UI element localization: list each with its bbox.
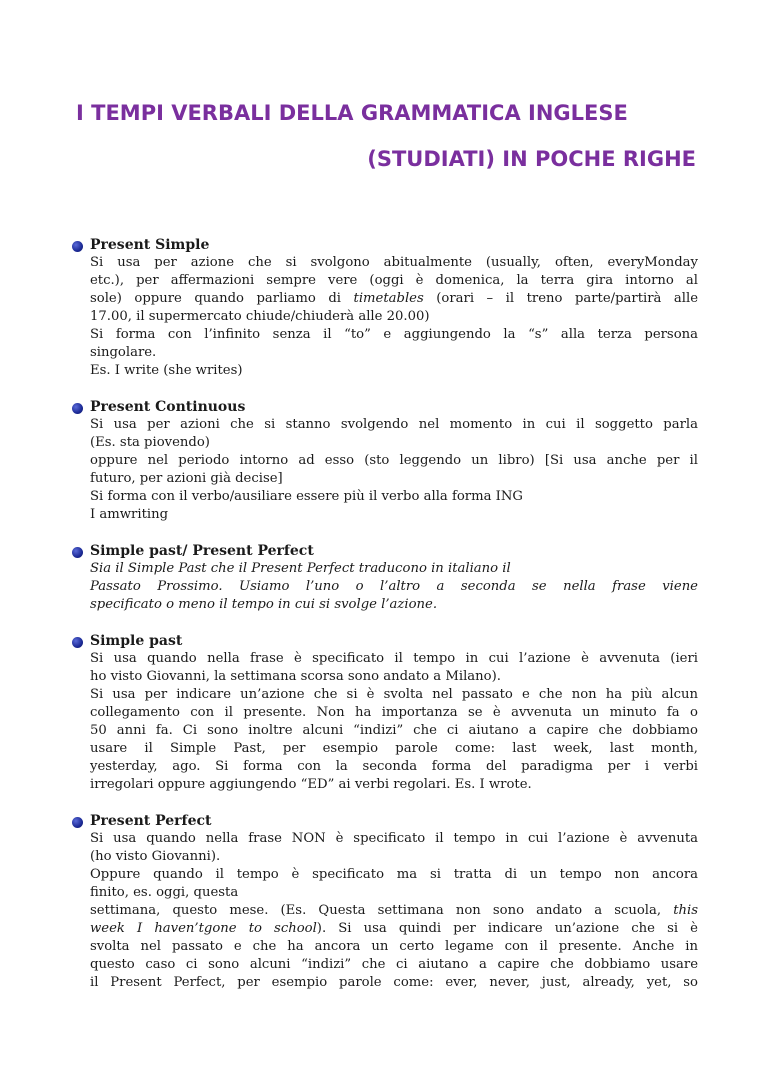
section-body xyxy=(90,254,698,380)
text-run: sole) oppure quando parliamo di xyxy=(90,291,354,306)
section-heading: Simple past xyxy=(90,633,183,649)
text-run: settimana, questo mese. (Es. Questa settimana non sono andato a scuola, xyxy=(90,903,674,918)
text-run: ho visto Giovanni, la settimana scorsa sono andato a Milano). xyxy=(90,669,501,684)
text-line xyxy=(90,326,698,344)
text-run: Si forma con il verbo/ausiliare essere più il verbo alla forma ING xyxy=(90,489,523,504)
italic-text: Passato Prossimo. Usiamo l’uno o l’altro a seconda se nella frase viene xyxy=(90,579,698,594)
text-line xyxy=(90,866,698,884)
text-run: Si usa quando nella frase è specificato il tempo in cui l’azione è avvenuta (ieri xyxy=(90,651,698,666)
text-line xyxy=(90,254,698,272)
text-run: Oppure quando il tempo è specificato ma si tratta di un tempo non ancora xyxy=(90,867,698,882)
text-run: Si forma con l’infinito senza il “to” e aggiungendo la “s” alla terza persona xyxy=(90,327,698,342)
text-line xyxy=(90,938,698,956)
text-line xyxy=(90,308,698,326)
text-line xyxy=(90,362,698,380)
section xyxy=(72,236,698,380)
text-line xyxy=(90,740,698,758)
section-body xyxy=(90,416,698,524)
text-line xyxy=(90,272,698,290)
document-title xyxy=(76,90,696,182)
text-line xyxy=(90,470,698,488)
text-run: usare il Simple Past, per esempio parole come: last week, last month, xyxy=(90,741,698,756)
section-body xyxy=(90,830,698,992)
section-heading: Present Perfect xyxy=(90,813,212,829)
section xyxy=(72,632,698,794)
text-run: I amwriting xyxy=(90,507,169,522)
text-run: Si usa per azioni che si stanno svolgendo nel momento in cui il soggetto parla xyxy=(90,417,698,432)
text-line xyxy=(90,830,698,848)
bullet-icon xyxy=(72,241,83,252)
text-run: yesterday, ago. Si forma con la seconda forma del paradigma per i verbi xyxy=(90,759,698,774)
text-run: questo caso ci sono alcuni “indizi” che ci aiutano a capire che dobbiamo usare xyxy=(90,957,698,972)
text-line xyxy=(90,884,698,902)
section-heading: Present Simple xyxy=(90,237,210,253)
text-line xyxy=(90,668,698,686)
text-run: 17.00, il supermercato chiude/chiuderà alle 20.00) xyxy=(90,309,430,324)
text-run: Si usa quando nella frase NON è specificato il tempo in cui l’azione è avvenuta xyxy=(90,831,698,846)
text-line xyxy=(90,902,698,920)
italic-text: this xyxy=(673,903,698,918)
text-line xyxy=(90,416,698,434)
italic-text: timetables xyxy=(353,291,424,306)
text-line xyxy=(90,344,698,362)
text-line xyxy=(90,848,698,866)
text-line xyxy=(90,506,698,524)
text-run: (orari – il treno parte/partirà alle xyxy=(423,291,698,306)
text-run: etc.), per affermazioni sempre vere (oggi è domenica, la terra gira intorno al xyxy=(90,273,698,288)
section xyxy=(72,542,698,614)
bullet-icon xyxy=(72,637,83,648)
text-line xyxy=(90,560,698,578)
text-run: oppure nel periodo intorno ad esso (sto leggendo un libro) [Si usa anche per il xyxy=(90,453,698,468)
text-run: 50 anni fa. Ci sono inoltre alcuni “indizi” che ci aiutano a capire che dobbiamo xyxy=(90,723,698,738)
text-line xyxy=(90,956,698,974)
text-run: Si usa per indicare un’azione che si è svolta nel passato e che non ha più alcun xyxy=(90,687,698,702)
text-run: futuro, per azioni già decise] xyxy=(90,471,283,486)
text-line xyxy=(90,596,698,614)
text-line xyxy=(90,974,698,992)
italic-text: week I haven’tgone to school xyxy=(90,921,317,936)
section-body xyxy=(90,560,698,614)
text-line xyxy=(90,488,698,506)
text-run: ). Si usa quindi per indicare un’azione che si è xyxy=(316,921,698,936)
text-run: collegamento con il presente. Non ha importanza se è avvenuta un minuto fa o xyxy=(90,705,698,720)
italic-text: specificato o meno il tempo in cui si svolge l’azione. xyxy=(90,597,438,612)
text-line xyxy=(90,434,698,452)
text-run: Es. I write (she writes) xyxy=(90,363,243,378)
text-run: svolta nel passato e che ha ancora un certo legame con il presente. Anche in xyxy=(90,939,698,954)
text-line xyxy=(90,578,698,596)
bullet-icon xyxy=(72,403,83,414)
text-line xyxy=(90,722,698,740)
text-run: irregolari oppure aggiungendo “ED” ai verbi regolari. Es. I wrote. xyxy=(90,777,532,792)
text-line xyxy=(90,776,698,794)
sections-list xyxy=(72,236,698,1010)
text-run: finito, es. oggi, questa xyxy=(90,885,239,900)
title-line-1: I TEMPI VERBALI DELLA GRAMMATICA INGLESE xyxy=(76,101,628,125)
text-line xyxy=(90,758,698,776)
text-line xyxy=(90,650,698,668)
text-line xyxy=(90,290,698,308)
section-heading: Simple past/ Present Perfect xyxy=(90,543,314,559)
section xyxy=(72,812,698,992)
text-run: singolare. xyxy=(90,345,157,360)
bullet-icon xyxy=(72,817,83,828)
bullet-icon xyxy=(72,547,83,558)
section-body xyxy=(90,650,698,794)
text-run: (Es. sta piovendo) xyxy=(90,435,210,450)
text-run: il Present Perfect, per esempio parole come: ever, never, just, already, yet, so xyxy=(90,975,698,990)
text-line xyxy=(90,452,698,470)
text-line xyxy=(90,704,698,722)
text-run: (ho visto Giovanni). xyxy=(90,849,221,864)
text-line xyxy=(90,920,698,938)
title-line-2: (STUDIATI) IN POCHE RIGHE xyxy=(367,147,696,171)
section-heading: Present Continuous xyxy=(90,399,246,415)
text-line xyxy=(90,686,698,704)
text-run: Si usa per azione che si svolgono abitualmente (usually, often, everyMonday xyxy=(90,255,698,270)
section xyxy=(72,398,698,524)
italic-text: Sia il Simple Past che il Present Perfect traducono in italiano il xyxy=(90,561,511,576)
